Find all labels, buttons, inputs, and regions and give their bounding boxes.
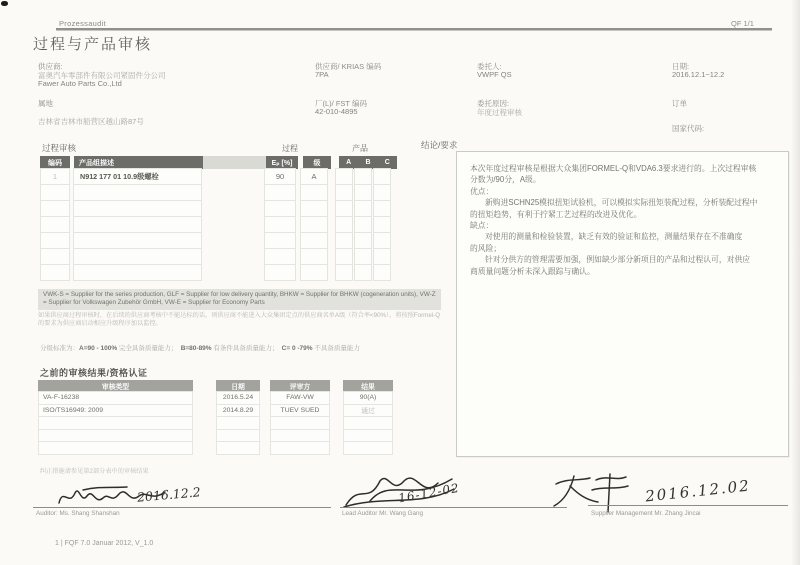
formel-q-note: 如果供应商过程审核时，在后续的供应商考核中不能达标的话，则供应商不能进入大众集团定点的供应商名单A级（符合率<90%），将按照Formel-Q的要求为供应商启动相应升级程序加以监控。: [38, 312, 441, 327]
cell-date: [216, 416, 260, 430]
conclusion-line: [470, 266, 782, 277]
conclusion-line: [470, 254, 782, 265]
cell-ep-percent: [264, 248, 296, 265]
conclusion-line: [470, 220, 782, 231]
scan-artifact-dot: [1, 1, 8, 6]
cell-audit-type: [38, 416, 193, 430]
cell-result: 90(A): [343, 391, 393, 405]
cell-b: [354, 232, 372, 249]
country-code-label: 国家代码:: [672, 124, 705, 133]
cell-a: [335, 216, 353, 233]
auditor-signature-label: Auditor: Ms. Shang Shanshan: [36, 510, 120, 517]
audit-reason-value: 年度过程审核: [477, 108, 522, 117]
client-label: 委托人:: [477, 62, 502, 71]
cell-ep-percent: [264, 216, 296, 233]
cell-assessor: [270, 416, 330, 430]
col-header-date: 日期: [216, 380, 260, 392]
previous-audits-rows: [38, 391, 395, 455]
supplier-name-en: Fawer Auto Parts Co.,Ltd: [38, 79, 122, 88]
col-header-result: 结果: [343, 380, 393, 392]
grading-scale-note: [40, 343, 360, 352]
audit-date-label: 日期:: [672, 62, 690, 71]
cell-product-group: [73, 184, 202, 201]
process-group-label: 过程: [282, 144, 298, 153]
conclusion-line-text: 的风险；: [470, 243, 502, 253]
table-row: [38, 429, 395, 443]
cell-product-group: N912 177 01 10.9级螺栓: [73, 168, 202, 185]
table-row: [40, 184, 397, 201]
cell-audit-type: ISO/TS16949: 2009: [38, 404, 193, 418]
process-audit-rows: [40, 168, 397, 281]
cell-ep-percent: [264, 200, 296, 217]
process-audit-section-label: 过程审核: [42, 143, 77, 153]
col-header-grade: 级: [303, 156, 331, 169]
location-label: 属地: [38, 99, 53, 108]
cell-grade: [300, 200, 328, 217]
cell-b: [354, 200, 372, 217]
conclusion-line-text: 新购进SCHN25模拟扭矩试验机，可以模拟实际扭矩装配过程，分析装配过程中: [485, 198, 758, 208]
cell-code: [40, 264, 70, 281]
conclusion-section-label: 结论/要求: [421, 140, 458, 150]
conclusion-line: [470, 231, 782, 242]
table-row: [40, 216, 397, 233]
scan-edge-shadow: [791, 0, 800, 565]
cell-a: [335, 248, 353, 265]
table-row: [40, 248, 397, 265]
table-row: [38, 416, 395, 430]
cell-audit-type: VA-F-16238: [38, 391, 193, 405]
col-header-audit-type: 审核类型: [38, 380, 193, 392]
table-row: [40, 168, 397, 185]
cell-c: [373, 216, 391, 233]
cell-grade: [300, 216, 328, 233]
audit-reason-label: 委托原因:: [477, 99, 510, 108]
grading-c-desc: 不具备质量能力: [312, 345, 360, 352]
previous-audits-table: [38, 380, 395, 455]
cell-ep-percent: [264, 184, 296, 201]
cell-product-group: [73, 216, 202, 233]
cell-code: [40, 232, 70, 249]
cell-a: [335, 200, 353, 217]
cell-grade: A: [300, 168, 328, 185]
col-header-ep-percent: Eₚ [%]: [266, 156, 298, 169]
product-group-label: 产品: [352, 144, 368, 153]
doc-type-label: Prozessaudit: [59, 19, 106, 28]
grading-b: B=80-89%: [180, 345, 212, 352]
supplier-management-signature-label: Supplier Management Mr. Zhang Jincai: [591, 510, 701, 517]
cell-audit-type: [38, 429, 193, 443]
supplier-management-signature-line: [588, 505, 788, 506]
cell-a: [335, 184, 353, 201]
cell-b: [354, 264, 372, 281]
conclusion-text: [470, 163, 782, 277]
table-row: [40, 264, 397, 281]
grading-prefix: 分级标准为：: [40, 345, 79, 352]
client-value: VWPF QS: [477, 70, 512, 79]
col-header-code: 编码: [40, 156, 70, 169]
conclusion-line: [470, 209, 782, 220]
grading-b-desc: 有条件具备质量能力；: [211, 345, 282, 352]
previous-audits-section-label: 之前的审核结果/资格认证: [40, 368, 148, 378]
cell-product-group: [73, 248, 202, 265]
conclusion-line-text: 针对分供方的管理需要加强，例如缺少部分新项目的产品和过程认可，对供应: [485, 255, 751, 265]
fst-code-label: 厂(L)/ FST 编码: [315, 99, 367, 108]
krias-code-label: 供应商/ KRIAS 编码: [315, 62, 382, 71]
cell-result: [343, 441, 393, 455]
grading-c: C= 0 -79%: [281, 345, 313, 352]
cell-assessor: [270, 441, 330, 455]
col-header-b: B: [365, 159, 371, 166]
cell-ep-percent: [264, 264, 296, 281]
cell-c: [373, 168, 391, 185]
order-label: 订单: [672, 99, 687, 108]
conclusion-line-text: 的扭矩趋势，有利于拧紧工艺过程的改进及优化。: [470, 209, 642, 219]
cell-product-group: [73, 232, 202, 249]
cell-code: 1: [40, 168, 70, 185]
cell-product-group: [73, 264, 202, 281]
lead-auditor-signature-label: Lead Auditor Mr. Wang Gang: [342, 510, 423, 517]
cell-code: [40, 200, 70, 217]
process-audit-table: [40, 156, 397, 281]
cell-grade: [300, 232, 328, 249]
conclusion-line-text: 优点：: [470, 186, 494, 196]
col-header-product-group: 产品组描述: [74, 156, 203, 169]
auditor-signature-line: [33, 507, 331, 508]
location-value: 吉林省吉林市船营区越山路87号: [38, 117, 144, 126]
supplier-management-signature-scribble: [548, 472, 643, 514]
conclusion-line-text: 商质量问题分析未深入跟踪与确认。: [470, 266, 595, 276]
cell-date: [216, 441, 260, 455]
conclusion-line-text: 缺点：: [470, 221, 494, 231]
conclusion-line-text: 分数为/90分，A级。: [470, 175, 541, 185]
cell-c: [373, 184, 391, 201]
table-row: [38, 391, 395, 405]
footer-version-note: 1 | FQF 7.0 Januar 2012, V_1.0: [55, 540, 154, 547]
cell-a: [335, 264, 353, 281]
cell-b: [354, 168, 372, 185]
cell-assessor: FAW-VW: [270, 391, 330, 405]
cell-assessor: TUEV SUED: [270, 404, 330, 418]
supplier-type-legend: VWK-S = Supplier for the series production, GLF = Supplier for low delivery quantity, BHKW = Supplier for BHKW (cogeneration units), VW-Z = Supplier for Volkswagen Zubehör GmbH, VW-E = Supplier for Economy Parts: [38, 289, 441, 310]
cell-ep-percent: 90: [264, 168, 296, 185]
cell-result: 通过: [343, 404, 393, 418]
grading-a: A=90 - 100%: [79, 345, 118, 352]
auditor-signature-date: 2016.12.2: [136, 484, 202, 505]
supplier-label: 供应商:: [38, 62, 63, 71]
table-row: [38, 404, 395, 418]
table-row: [38, 441, 395, 455]
page-ref: QF 1/1: [731, 19, 754, 28]
lead-auditor-signature-date: 16-12-02: [397, 480, 461, 506]
cell-grade: [300, 264, 328, 281]
cell-a: [335, 168, 353, 185]
cell-a: [335, 232, 353, 249]
cell-grade: [300, 184, 328, 201]
cell-c: [373, 200, 391, 217]
conclusion-line: [470, 174, 782, 185]
cell-ep-percent: [264, 232, 296, 249]
cell-c: [373, 248, 391, 265]
conclusion-line: [470, 163, 782, 174]
conclusion-line: [470, 197, 782, 208]
conclusion-line-text: 本次年度过程审核是根据大众集团FORMEL-Q和VDA6.3要求进行的。上次过程审核: [470, 164, 757, 173]
conclusion-line: [470, 186, 782, 197]
fst-code-value: 42-010-4895: [315, 107, 358, 116]
page-title: 过程与产品审核: [33, 36, 153, 53]
cell-c: [373, 264, 391, 281]
cell-assessor: [270, 429, 330, 443]
cell-date: 2016.5.24: [216, 391, 260, 405]
cell-product-group: [73, 200, 202, 217]
cell-b: [354, 216, 372, 233]
cell-code: [40, 248, 70, 265]
lead-auditor-signature-line: [340, 507, 567, 508]
cell-grade: [300, 248, 328, 265]
header-rule: [56, 28, 772, 31]
conclusion-line: [470, 243, 782, 254]
cell-audit-type: [38, 441, 193, 455]
cell-date: 2014.8.29: [216, 404, 260, 418]
cell-result: [343, 429, 393, 443]
cell-date: [216, 429, 260, 443]
col-header-assessor: 评审方: [270, 380, 330, 392]
col-header-a: A: [346, 159, 352, 166]
krias-code-value: 7PA: [315, 70, 329, 79]
grading-a-desc: 完全具备质量能力；: [117, 345, 181, 352]
cell-code: [40, 216, 70, 233]
cell-b: [354, 184, 372, 201]
cell-code: [40, 184, 70, 201]
cell-c: [373, 232, 391, 249]
cell-result: [343, 416, 393, 430]
supplier-management-signature-date: 2016.12.02: [644, 476, 752, 506]
audit-date-value: 2016.12.1~12.2: [672, 70, 725, 79]
col-header-c: C: [384, 159, 390, 166]
supplier-name-cn: 富奥汽车零部件有限公司紧固件分公司: [38, 71, 166, 80]
table-row: [40, 232, 397, 249]
table-row: [40, 200, 397, 217]
corrective-actions-note: 纠正措施请参见第2部分表中的审核结果: [40, 468, 149, 475]
cell-b: [354, 248, 372, 265]
conclusion-line-text: 对使用的测量和检验装置，缺乏有效的验证和监控，测量结果存在不准确度: [485, 232, 743, 242]
